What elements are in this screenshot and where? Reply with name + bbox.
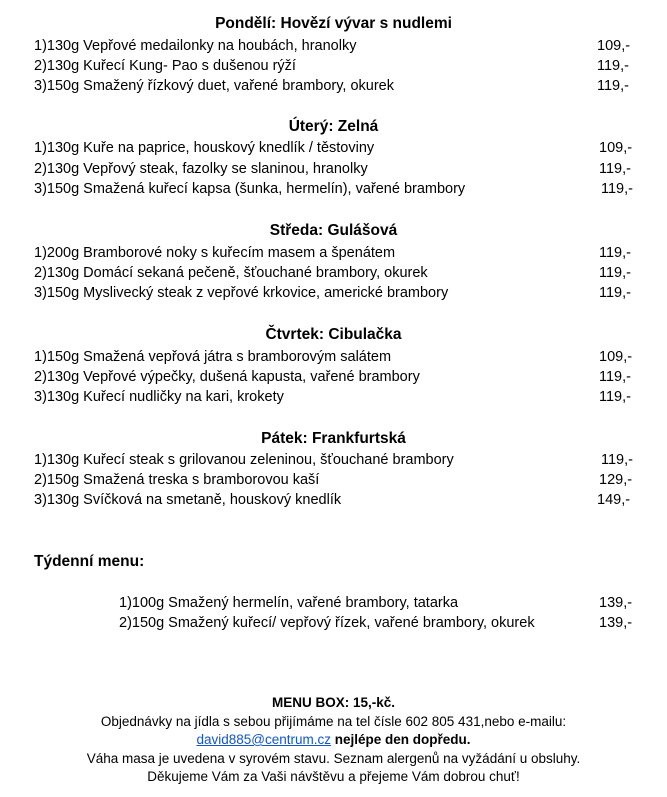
menu-item-price: 139,- bbox=[599, 595, 633, 611]
menu-item-price: 119,- bbox=[601, 181, 633, 197]
menu-item-price: 109,- bbox=[599, 140, 633, 156]
menu-item-text: 3)150g Smažený řízkový duet, vařené brambory, okurek bbox=[34, 78, 394, 94]
menu-item-text: 3)150g Smažená kuřecí kapsa (šunka, hermelín), vařené brambory bbox=[34, 181, 466, 197]
menu-item bbox=[0, 138, 667, 158]
day-title-wednesday: Středa: Gulášová bbox=[269, 222, 398, 239]
menu-item bbox=[0, 76, 667, 96]
menu-item-price: 119,- bbox=[599, 369, 631, 385]
menu-item-price: 149,- bbox=[597, 492, 631, 508]
menu-item-price: 119,- bbox=[599, 265, 631, 281]
menu-item bbox=[0, 387, 667, 407]
menu-item-text: 1)200g Bramborové noky s kuřecím masem a špenátem bbox=[34, 245, 396, 261]
menu-item bbox=[0, 470, 667, 490]
weekly-menu-title: Týdenní menu: bbox=[34, 553, 145, 570]
menu-item-text: 1)100g Smažený hermelín, vařené brambory, tatarka bbox=[119, 595, 459, 611]
weight-note: Váha masa je uvedena v syrovém stavu. Seznam alergenů na vyžádání u obsluhy. bbox=[86, 751, 581, 766]
menu-box-note bbox=[0, 694, 667, 712]
menu-item-text: 3)130g Kuřecí nudličky na kari, krokety bbox=[34, 389, 284, 405]
orders-note: Objednávky na jídla s sebou přijímáme na tel čísle 602 805 431,nebo e-mailu: bbox=[100, 714, 567, 729]
menu-item-price: 129,- bbox=[599, 472, 633, 488]
thanks-note: Děkujeme Vám za Vaši návštěvu a přejeme Vám dobrou chuť! bbox=[147, 769, 520, 784]
day-title-friday: Pátek: Frankfurtská bbox=[261, 430, 406, 447]
weekly-menu-item bbox=[0, 593, 667, 613]
menu-item-text: 2)150g Smažená treska s bramborovou kaší bbox=[34, 472, 320, 488]
menu-item bbox=[0, 367, 667, 387]
menu-item bbox=[0, 243, 667, 263]
menu-item-price: 119,- bbox=[599, 389, 631, 405]
menu-item bbox=[0, 347, 667, 367]
menu-item-text: 3)130g Svíčková na smetaně, houskový knedlík bbox=[34, 492, 342, 508]
menu-item bbox=[0, 490, 667, 510]
menu-item-text: 1)150g Smažená vepřová játra s bramborovým salátem bbox=[34, 349, 392, 365]
menu-item-price: 119,- bbox=[597, 78, 629, 94]
menu-item bbox=[0, 159, 667, 179]
menu-item-text: 2)130g Vepřové výpečky, dušená kapusta, vařené brambory bbox=[34, 369, 420, 385]
menu-item-price: 139,- bbox=[599, 615, 633, 631]
day-title-thursday: Čtvrtek: Cibulačka bbox=[265, 326, 402, 343]
order-deadline: nejlépe den dopředu. bbox=[331, 732, 471, 747]
email-link[interactable]: david885@centrum.cz bbox=[196, 732, 331, 747]
menu-item-price: 119,- bbox=[597, 58, 629, 74]
menu-item bbox=[0, 56, 667, 76]
menu-item-price: 109,- bbox=[599, 349, 633, 365]
menu-item bbox=[0, 263, 667, 283]
day-title-monday: Pondělí: Hovězí vývar s nudlemi bbox=[215, 15, 452, 32]
weekly-menu-item bbox=[0, 613, 667, 633]
menu-item-price: 109,- bbox=[597, 38, 631, 54]
menu-item bbox=[0, 450, 667, 470]
day-title-tuesday: Úterý: Zelná bbox=[288, 118, 379, 135]
menu-item-text: 2)130g Kuřecí Kung- Pao s dušenou rýží bbox=[34, 58, 296, 74]
menu-item-text: 1)130g Kuře na paprice, houskový knedlík / těstoviny bbox=[34, 140, 375, 156]
menu-item-text: 3)150g Myslivecký steak z vepřové krkovice, americké brambory bbox=[34, 285, 449, 301]
email-line bbox=[0, 731, 667, 749]
menu-item-text: 2)150g Smažený kuřecí/ vepřový řízek, vařené brambory, okurek bbox=[119, 615, 535, 631]
menu-item-price: 119,- bbox=[599, 245, 631, 261]
menu-item-text: 2)130g Vepřový steak, fazolky se slaninou, hranolky bbox=[34, 161, 368, 177]
menu-item bbox=[0, 283, 667, 303]
menu-item-price: 119,- bbox=[601, 452, 633, 468]
menu-item-text: 1)130g Kuřecí steak s grilovanou zeleninou, šťouchané brambory bbox=[34, 452, 454, 468]
menu-item-text: 1)130g Vepřové medailonky na houbách, hranolky bbox=[34, 38, 357, 54]
menu-box-price: MENU BOX: 15,-kč. bbox=[271, 695, 396, 710]
menu-item bbox=[0, 36, 667, 56]
menu-item-price: 119,- bbox=[599, 285, 631, 301]
menu-item bbox=[0, 179, 667, 199]
menu-item-price: 119,- bbox=[599, 161, 631, 177]
menu-item-text: 2)130g Domácí sekaná pečeně, šťouchané brambory, okurek bbox=[34, 265, 428, 281]
